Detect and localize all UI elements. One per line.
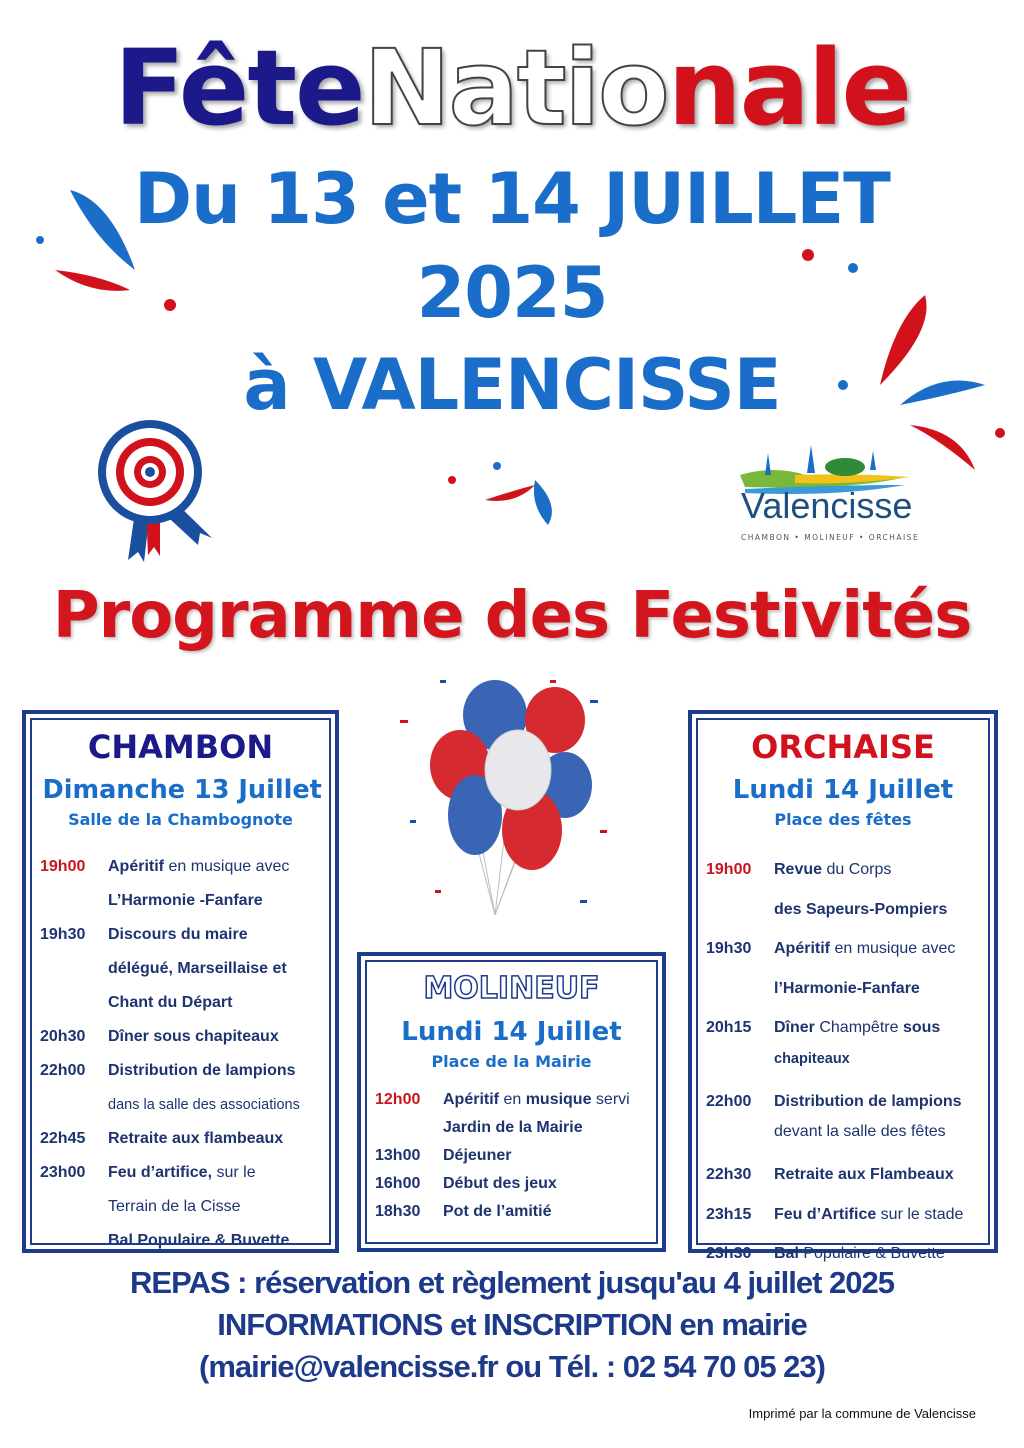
molineuf-program-box — [357, 952, 666, 1252]
description-text: Chant du Départ — [108, 994, 233, 1011]
schedule-description — [108, 1054, 321, 1122]
description-text: Feu d’artifice, — [108, 1164, 213, 1181]
event-day: Lundi 14 Juillet — [401, 1017, 622, 1047]
title-part-2: Natio — [363, 27, 668, 149]
description-text: dans la salle des associations — [108, 1097, 300, 1113]
description-text: sous — [902, 1019, 941, 1036]
description-line — [774, 969, 980, 1009]
schedule-description — [108, 850, 321, 918]
description-text: en musique avec — [830, 940, 956, 957]
schedule-description — [774, 1008, 980, 1070]
footer-contact: (mairie@valencisse.fr ou Tél. : 02 54 70 05 23) — [199, 1349, 825, 1384]
description-text: Apéritif — [443, 1091, 499, 1108]
description-text: des Sapeurs-Pompiers — [774, 900, 948, 918]
title-part-3: nale — [667, 27, 911, 149]
description-line — [774, 1008, 980, 1048]
description-line — [108, 1054, 321, 1088]
description-text: Distribution de lampions — [108, 1062, 296, 1079]
description-line — [108, 952, 321, 986]
description-line — [108, 1190, 321, 1224]
orchaise-program-box — [688, 710, 998, 1262]
schedule-item — [375, 1086, 648, 1142]
printed-by-note: Imprimé par la commune de Valencisse — [748, 1406, 976, 1421]
schedule-description — [443, 1198, 648, 1226]
logo-name: Valencisse — [741, 485, 913, 526]
description-line — [774, 1121, 980, 1143]
description-line — [443, 1198, 648, 1226]
description-text: délégué, Marseillaise et — [108, 960, 287, 977]
description-line — [774, 1048, 980, 1070]
schedule-item — [706, 1008, 980, 1070]
description-line — [108, 1224, 321, 1258]
subtitle-dates: Du 13 et 14 JUILLET — [134, 158, 890, 240]
description-line — [108, 1020, 321, 1054]
village-name: CHAMBON — [87, 728, 274, 766]
description-text: Déjeuner — [443, 1147, 512, 1164]
description-text: Terrain de la Cisse — [108, 1198, 241, 1215]
description-text: sur le stade — [876, 1205, 964, 1223]
description-text: Pot de l’amitié — [443, 1203, 552, 1220]
footer-meal-reservation: REPAS : réservation et règlement jusqu'au 4 juillet 2025 — [130, 1265, 894, 1300]
description-line — [108, 1156, 321, 1190]
schedule-time: 22h00 — [706, 1092, 752, 1110]
schedule-description — [108, 1156, 321, 1258]
description-text: Revue — [774, 861, 823, 878]
description-text: Début des jeux — [443, 1175, 557, 1192]
description-text: en — [499, 1091, 526, 1108]
programme-heading: Programme des Festivités — [52, 579, 972, 653]
schedule-time: 20h30 — [40, 1028, 86, 1045]
schedule-description — [774, 929, 980, 1008]
schedule-time: 12h00 — [375, 1091, 421, 1108]
description-text: Populaire & Buvette — [798, 1245, 945, 1262]
description-line — [108, 1122, 321, 1156]
description-text: Apéritif — [774, 940, 830, 957]
description-text: Bal — [774, 1245, 799, 1262]
schedule-item — [40, 1020, 321, 1054]
description-line — [108, 986, 321, 1020]
schedule-time: 23h30 — [706, 1245, 752, 1262]
schedule-item — [375, 1198, 648, 1226]
description-line — [774, 890, 980, 930]
schedule-description — [774, 850, 980, 929]
valencisse-logo — [735, 445, 920, 545]
description-line — [774, 1082, 980, 1122]
description-text: en musique avec — [168, 858, 290, 875]
schedule-time: 19h00 — [40, 858, 86, 875]
schedule-time: 13h00 — [375, 1147, 421, 1164]
description-text: Dîner sous chapiteaux — [108, 1028, 279, 1045]
description-line — [774, 1155, 980, 1195]
description-text: Distribution de lampions — [774, 1092, 962, 1110]
schedule-time: 22h00 — [40, 1062, 86, 1079]
description-text: Retraite aux Flambeaux — [774, 1166, 954, 1183]
schedule-item — [706, 850, 980, 929]
description-line — [774, 850, 980, 890]
event-place: Place de la Mairie — [431, 1052, 592, 1071]
subtitle-year: 2025 — [416, 252, 608, 334]
cockade-icon — [88, 420, 218, 565]
description-text: Retraite aux flambeaux — [108, 1130, 284, 1147]
schedule-description — [774, 1155, 980, 1195]
schedule-item — [706, 1155, 980, 1195]
description-line — [108, 918, 321, 952]
chambon-program-box — [22, 710, 339, 1253]
schedule-item — [706, 1195, 980, 1235]
subtitle-location: à VALENCISSE — [243, 344, 781, 426]
schedule-time: 22h30 — [706, 1166, 752, 1183]
description-text: Champêtre — [814, 1019, 903, 1036]
description-line — [443, 1170, 648, 1198]
schedule-time: 23h00 — [40, 1164, 86, 1181]
schedule-item — [40, 1156, 321, 1258]
schedule-description — [108, 1020, 321, 1054]
schedule-time: 22h45 — [40, 1130, 86, 1147]
schedule-description — [774, 1195, 980, 1235]
description-line — [108, 850, 321, 884]
schedule-item — [375, 1142, 648, 1170]
description-text: servi — [591, 1091, 630, 1108]
schedule-time: 19h30 — [706, 940, 752, 957]
schedule-item — [706, 929, 980, 1008]
footer-information: INFORMATIONS et INSCRIPTION en mairie — [217, 1307, 807, 1342]
description-text: Discours du maire — [108, 926, 248, 943]
schedule-description — [774, 1082, 980, 1144]
description-text: chapiteaux — [774, 1050, 850, 1067]
description-text: L’Harmonie -Fanfare — [108, 892, 263, 909]
schedule-time: 16h00 — [375, 1175, 421, 1192]
description-text: Bal Populaire & Buvette — [108, 1232, 290, 1249]
description-line — [443, 1114, 648, 1142]
description-text: devant la salle des fêtes — [774, 1123, 946, 1140]
schedule-time: 20h15 — [706, 1019, 752, 1036]
description-text: sur le — [212, 1164, 256, 1181]
schedule-item — [40, 850, 321, 918]
schedule-time: 19h30 — [40, 926, 86, 943]
schedule-description — [443, 1142, 648, 1170]
description-text: du Corps — [822, 861, 892, 878]
page-title — [0, 28, 1024, 148]
title-part-1: Fête — [113, 27, 364, 149]
event-day: Lundi 14 Juillet — [732, 775, 954, 805]
description-text: l’Harmonie-Fanfare — [774, 979, 920, 997]
event-place: Place des fêtes — [774, 810, 912, 829]
schedule-item — [375, 1170, 648, 1198]
description-text: Apéritif — [108, 858, 169, 875]
description-line — [774, 929, 980, 969]
schedule-item — [40, 1122, 321, 1156]
village-name: MOLINEUF — [423, 971, 600, 1006]
balloons-illustration — [380, 660, 630, 945]
schedule-time: 19h00 — [706, 861, 752, 878]
event-day: Dimanche 13 Juillet — [42, 775, 322, 805]
schedule-description — [108, 918, 321, 1020]
description-text: Dîner — [774, 1019, 815, 1036]
description-line — [108, 884, 321, 918]
schedule-description — [108, 1122, 321, 1156]
village-name: ORCHAISE — [751, 728, 935, 766]
description-line — [443, 1086, 648, 1114]
description-line — [774, 1195, 980, 1235]
logo-tagline: CHAMBON • MOLINEUF • ORCHAISE — [741, 533, 920, 542]
description-line — [108, 1088, 321, 1122]
description-text: Feu d’Artifice — [774, 1205, 877, 1223]
schedule-time: 18h30 — [375, 1203, 421, 1220]
schedule-description — [443, 1086, 648, 1142]
schedule-time: 23h15 — [706, 1205, 752, 1223]
description-text: Jardin de la Mairie — [443, 1119, 583, 1136]
schedule-item — [40, 1054, 321, 1122]
event-place: Salle de la Chambognote — [68, 810, 293, 829]
schedule-description — [443, 1170, 648, 1198]
description-line — [443, 1142, 648, 1170]
schedule-item — [40, 918, 321, 1020]
schedule-item — [706, 1082, 980, 1144]
description-text: musique — [525, 1091, 592, 1108]
